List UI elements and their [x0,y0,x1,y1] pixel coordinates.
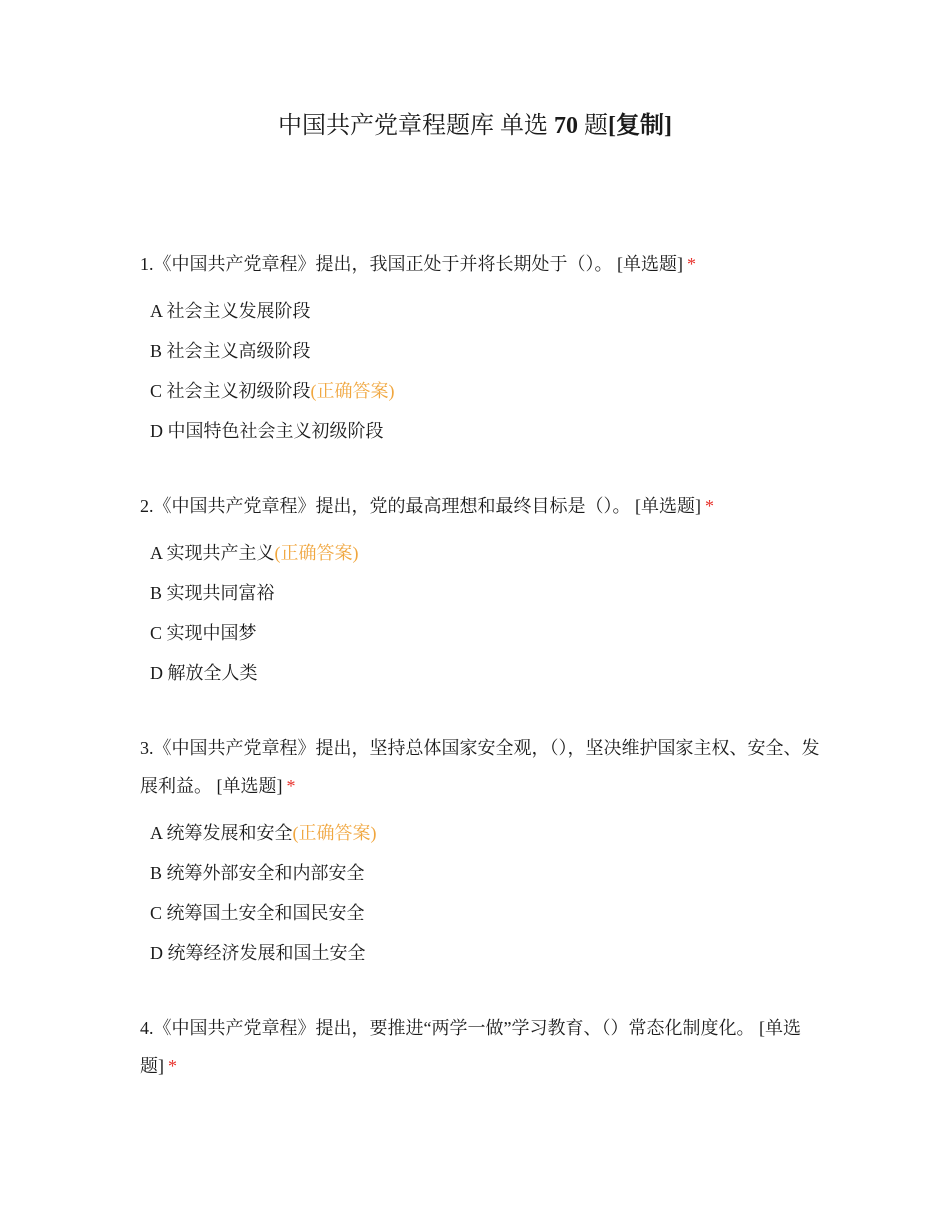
question-3 [140,729,820,973]
question-type: [单选题] [635,496,701,516]
question-text [140,729,820,805]
question-4 [140,1009,820,1085]
option-item[interactable] [140,371,820,411]
title-suffix: 题 [584,113,608,139]
option-label: B 社会主义高级阶段 [150,341,311,361]
option-item[interactable] [140,613,820,653]
correct-answer-tag: (正确答案) [292,823,377,843]
question-text [140,245,820,283]
title-count: 70 [554,113,578,139]
option-item[interactable] [140,853,820,893]
option-item[interactable] [140,893,820,933]
option-label: D 解放全人类 [150,663,258,683]
required-mark: * [168,1056,177,1076]
option-label: A 实现共产主义 [150,543,275,563]
title-prefix: 中国共产党章程题库 单选 [278,113,548,139]
option-list [140,533,820,693]
correct-answer-tag: (正确答案) [274,543,359,563]
question-stem: 1.《中国共产党章程》提出，我国正处于并将长期处于（）。 [140,254,613,274]
question-text [140,1009,820,1085]
question-stem: 2.《中国共产党章程》提出，党的最高理想和最终目标是（）。 [140,496,631,516]
page-title [0,110,950,142]
option-list [140,291,820,451]
question-type: [单选题] [216,776,283,796]
option-label: C 统筹国土安全和国民安全 [150,903,365,923]
option-label: A 社会主义发展阶段 [150,301,311,321]
required-mark: * [286,776,296,796]
question-1 [140,245,820,451]
option-item[interactable] [140,533,820,573]
correct-answer-tag: (正确答案) [310,381,395,401]
question-2 [140,487,820,693]
option-item[interactable] [140,813,820,853]
title-copy-tag: [复制] [608,113,672,139]
option-item[interactable] [140,653,820,693]
option-label: B 实现共同富裕 [150,583,275,603]
option-label: C 实现中国梦 [150,623,257,643]
question-stem: 3.《中国共产党章程》提出，坚持总体国家安全观，（），坚决维护国家主权、安全、发展利益。 [140,738,820,796]
option-label: C 社会主义初级阶段 [150,381,311,401]
option-label: D 中国特色社会主义初级阶段 [150,421,384,441]
required-mark: * [705,496,714,516]
required-mark: * [687,254,696,274]
option-label: D 统筹经济发展和国土安全 [150,943,366,963]
option-label: A 统筹发展和安全 [150,823,293,843]
question-type: [单选题] [617,254,683,274]
option-item[interactable] [140,331,820,371]
option-list [140,813,820,973]
question-stem: 4.《中国共产党章程》提出，要推进“两学一做”学习教育、（）常态化制度化。 [140,1018,755,1038]
option-item[interactable] [140,291,820,331]
question-text [140,487,820,525]
option-item[interactable] [140,411,820,451]
question-type: [单选题] [140,1018,801,1076]
option-item[interactable] [140,573,820,613]
option-item[interactable] [140,933,820,973]
option-label: B 统筹外部安全和内部安全 [150,863,365,883]
